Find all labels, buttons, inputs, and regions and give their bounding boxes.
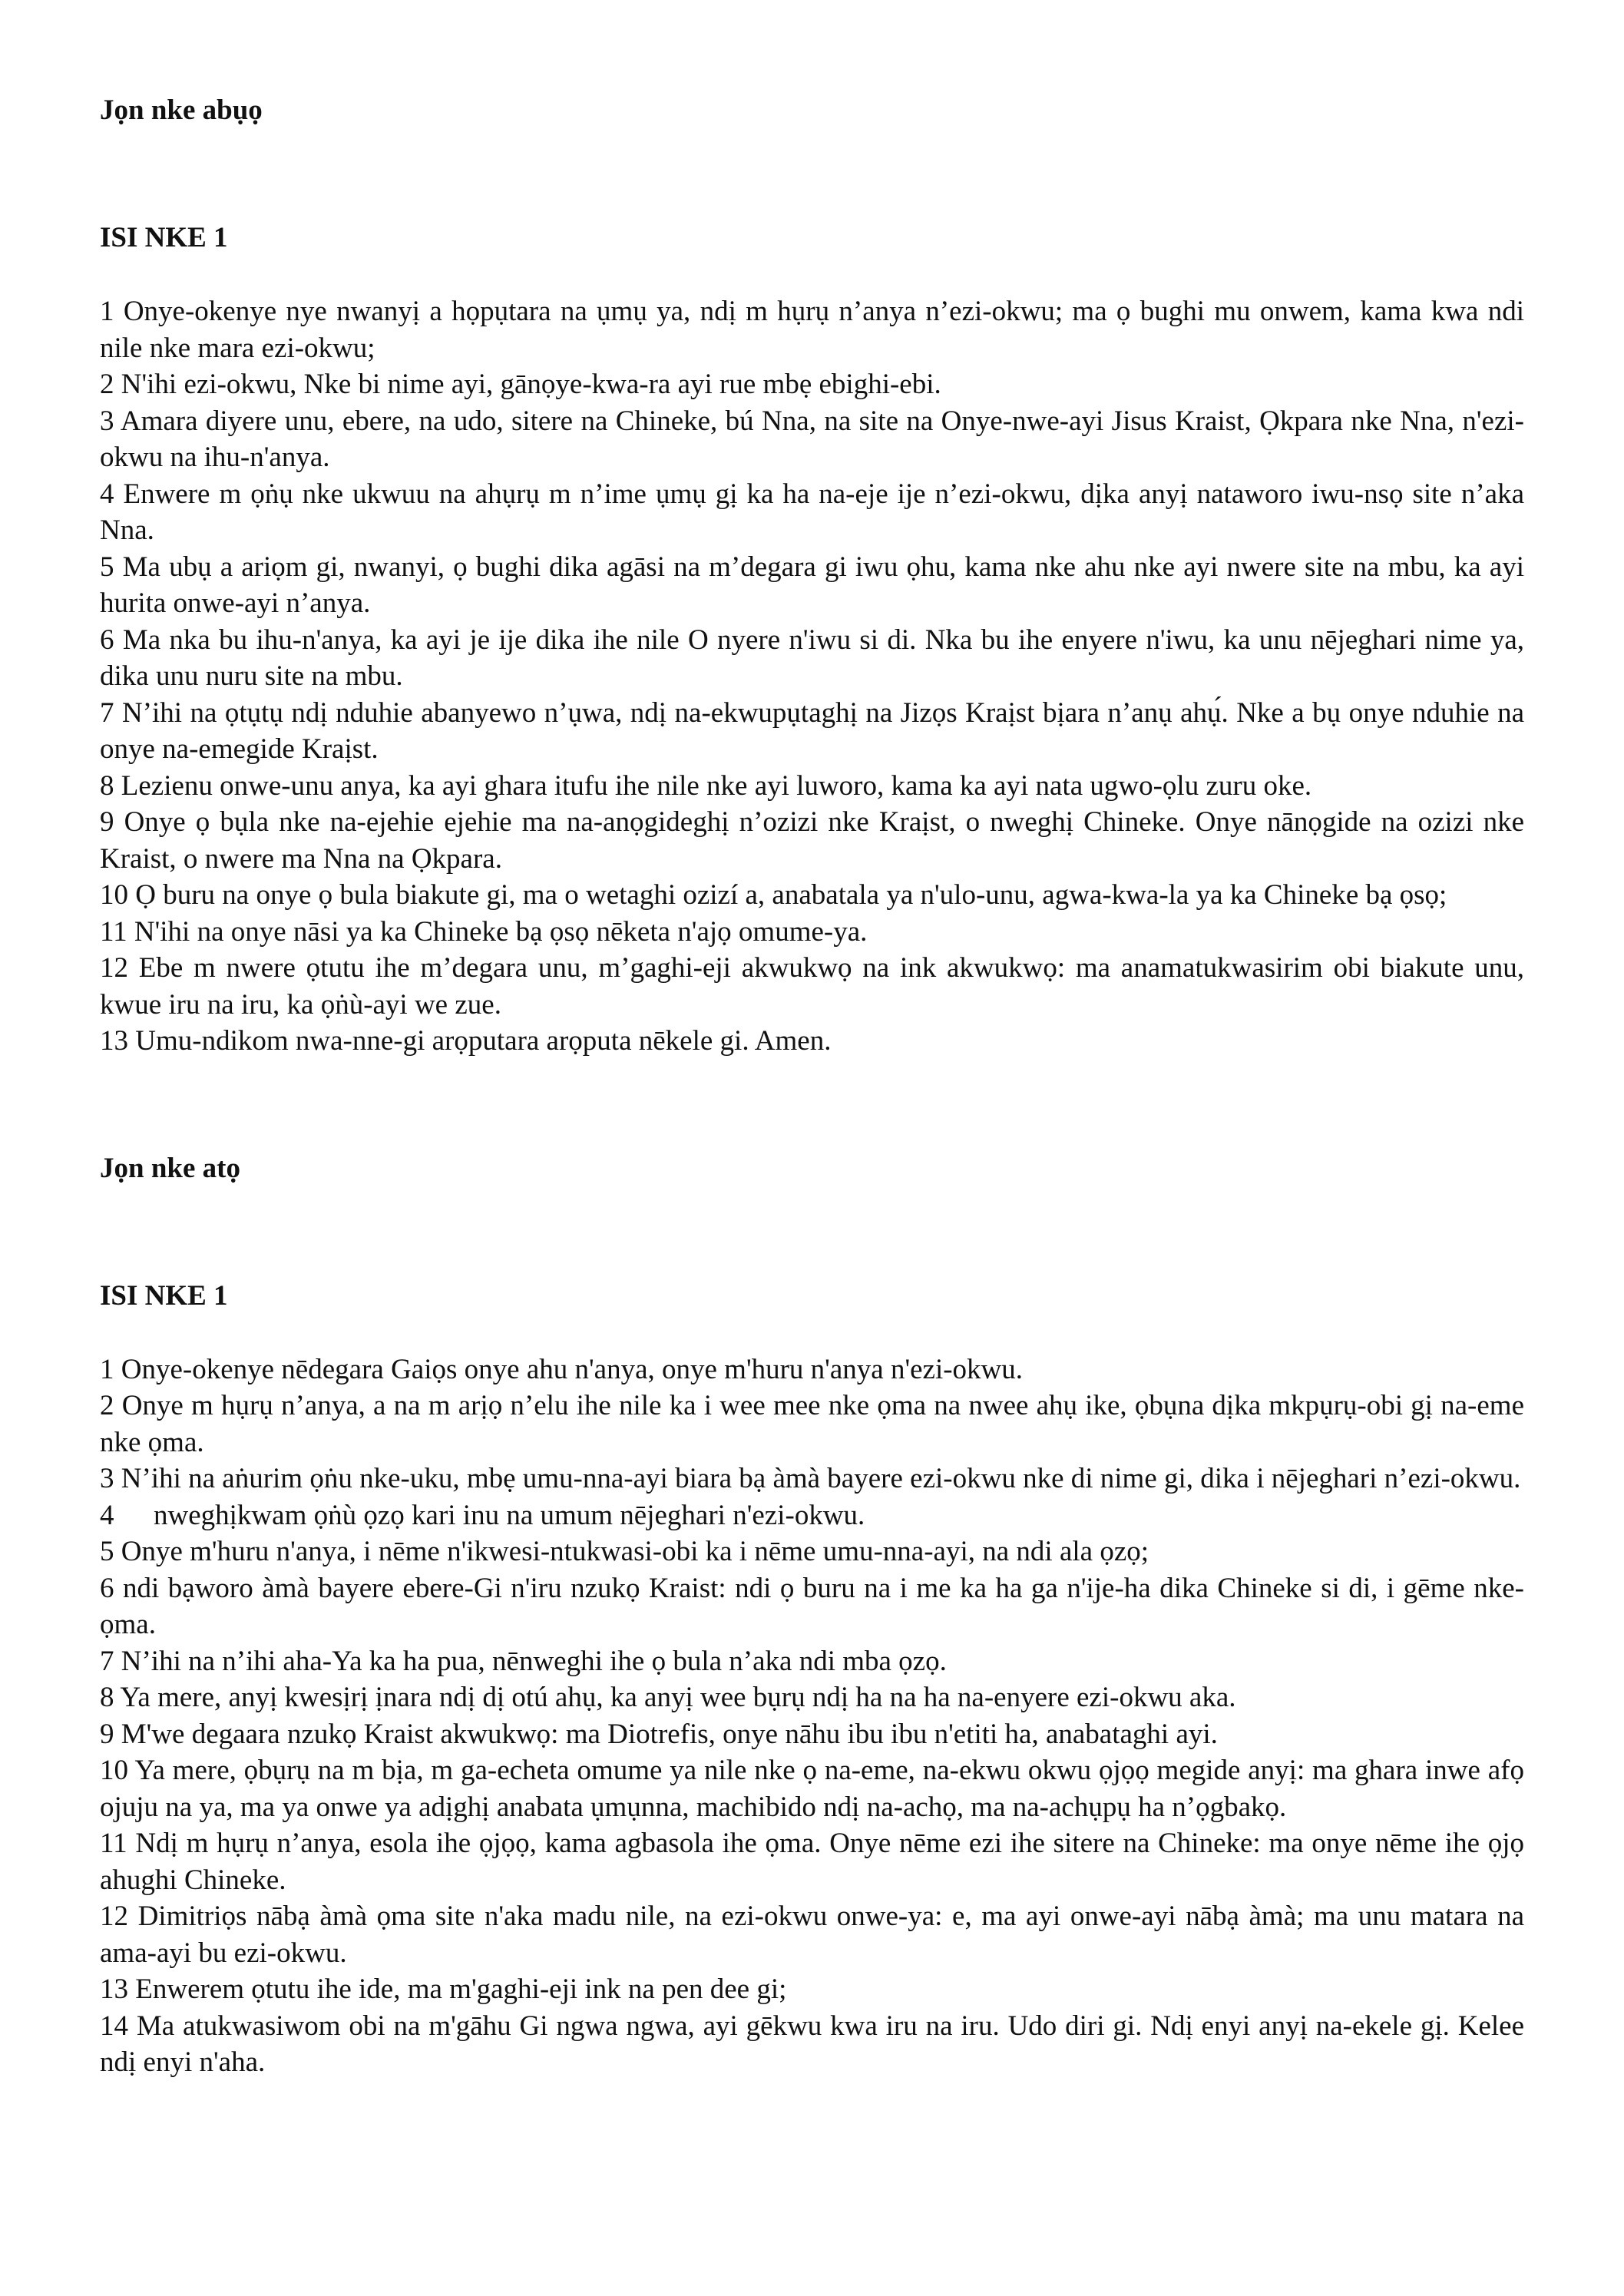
verse-text: Umu-ndikom nwa-nne-gi arọputara arọputa nēkele gi. Amen. [135, 1025, 832, 1057]
verse [100, 1533, 1524, 1570]
verse-number: 11 [100, 915, 127, 948]
verse-text: Enwere m ọṅụ nke ukwuu na ahụrụ m n’ime ụmụ gị ka ha na-eje ije n’ezi-okwu, dịka anyị nataworo iwu-nsọ site n’aka Nna. [100, 478, 1524, 546]
verse [100, 366, 1524, 403]
document-page [100, 92, 1524, 2081]
verse-text: Ma atukwasiwom obi na m'gāhu Gi ngwa ngwa, ayi gēkwu kwa iru na iru. Udo diri gi. Ndị enyi anyị na-ekele gị. Kelee ndị enyi n'aha. [100, 2010, 1525, 2078]
verse-number: 12 [100, 1901, 128, 1932]
verse-text: N’ihi na aṅurim ọṅu nke-uku, mbẹ umu-nna-ayi biara bạ àmà bayere ezi-okwu nke di nime gi, dika i nējeghari n’ezi-okwu. [121, 1463, 1521, 1494]
verse-text: Ma nka bu ihu-n'anya, ka ayi je ije dika ihe nile O nyere n'iwu si di. Nka bu ihe enyere n'iwu, ka unu nējeghari nime ya, dika unu nuru site na mbu. [100, 624, 1525, 692]
verse-number: 6 [100, 624, 114, 656]
verse-text: M'we degaara nzukọ Kraist akwukwọ: ma Diotrefis, onye nāhu ibu ibu n'etiti ha, anabataghi ayi. [121, 1718, 1218, 1750]
verse-number: 13 [100, 1973, 128, 2005]
verse-text: Ebe m nwere ọtutu ihe m’degara unu, m’gaghi-eji akwukwọ na ink akwukwọ: ma anamatukwasirim obi biakute unu, kwue iru na iru, ka ọṅù-ayi we zue. [100, 952, 1525, 1021]
verse [100, 1643, 1524, 1680]
verse [100, 476, 1524, 549]
verse [100, 2008, 1524, 2081]
verse-text: Ya mere, anyị kwesịrị ịnara ndị dị otú ahụ, ka anyị wee bụrụ ndị ha na ha na-enyere ezi-okwu aka. [120, 1682, 1236, 1713]
verse-text: N'ihi ezi-okwu, Nke bi nime ayi, gānọye-kwa-ra ayi rue mbẹ ebighi-ebi. [121, 369, 941, 400]
verse-number: 14 [100, 2010, 128, 2042]
verse [100, 695, 1524, 768]
verse-text: Onye-okenye nēdegara Gaiọs onye ahu n'anya, onye m'huru n'anya n'ezi-okwu. [121, 1353, 1024, 1385]
verse [100, 622, 1524, 695]
verse-number: 1 [100, 1353, 114, 1385]
verse [100, 1971, 1524, 2008]
verse-number: 7 [100, 696, 114, 729]
verse [100, 1461, 1524, 1497]
verse [100, 293, 1524, 366]
verse-text: Ọ buru na onye ọ bula biakute gi, ma o wetaghi ozizí a, anabatala ya n'ulo-unu, agwa-kwa-la ya ka Chineke bạ ọsọ; [135, 879, 1447, 911]
verse [100, 804, 1524, 877]
verse [100, 1825, 1524, 1898]
verse-text: Dimitriọs nābạ àmà ọma site n'aka madu nile, na ezi-okwu onwe-ya: e, ma ayi onwe-ayi nābạ àmà; ma unu matara na ama-ayi bu ezi-okwu. [100, 1901, 1524, 1969]
verse [100, 1570, 1524, 1643]
verse-number: 7 [100, 1645, 114, 1677]
verse-number: 3 [100, 405, 114, 437]
verse-text: nweghịkwam ọṅù ọzọ kari inu na umum nējeghari n'ezi-okwu. [154, 1499, 865, 1531]
verse-text: Onye m hụrụ n’anya, a na m arịọ n’elu ihe nile ka i wee mee nke ọma na nwee ahụ ike, ọbụna dịka mkpụrụ-obi gị na-eme nke ọma. [100, 1390, 1525, 1458]
verse-number: 5 [100, 1536, 114, 1567]
verse [100, 1497, 1524, 1534]
verse [100, 1679, 1524, 1716]
verse [100, 1351, 1524, 1388]
verse-number: 4 [100, 1499, 114, 1531]
verse-text: Onye-okenye nye nwanyị a họpụtara na ụmụ ya, ndị m hụrụ n’anya n’ezi-okwu; ma ọ bughi mu onwem, kama kwa ndi nile nke mara ezi-okwu; [100, 296, 1525, 364]
verse-text: Enwerem ọtutu ihe ide, ma m'gaghi-eji ink na pen dee gi; [135, 1973, 787, 2005]
verse-number: 3 [100, 1463, 114, 1494]
verse-text: N’ihi na n’ihi aha-Ya ka ha pua, nēnweghi ihe ọ bula n’aka ndi mba ọzọ. [121, 1645, 947, 1677]
verse [100, 1023, 1524, 1060]
verse [100, 768, 1524, 805]
book-title: Jọn nke atọ [100, 1152, 240, 1184]
verse [100, 549, 1524, 622]
verse [100, 914, 1524, 951]
verse-number: 2 [100, 369, 114, 400]
verse-text: Ya mere, ọbụrụ na m bịa, m ga-echeta omume ya nile nke ọ na-eme, na-ekwu okwu ọjọọ megide anyị: ma ghara inwe afọ ojuju na ya, ma ya onwe ya adịghị anabata ụmụnna, machibido ndị na-achọ, ma na-achụpụ ha n’ọgbakọ. [100, 1755, 1524, 1823]
verse-number: 13 [100, 1025, 128, 1057]
verse-text: Ndị m hụrụ n’anya, esola ihe ọjọọ, kama agbasola ihe ọma. Onye nēme ezi ihe sitere na Chineke: ma onye nēme ihe ọjọ ahughi Chineke. [100, 1828, 1525, 1896]
book-title: Jọn nke abụọ [100, 94, 263, 126]
verse [100, 1752, 1524, 1825]
verse-text: ndi bạworo àmà bayere ebere-Gi n'iru nzukọ Kraist: ndi ọ buru na i me ka ha ga n'ije-ha dika Chineke si di, i gēme nke-ọma. [100, 1572, 1524, 1640]
verse-number: 4 [100, 478, 114, 510]
verse-list [100, 1351, 1524, 2081]
verse-text: Lezienu onwe-unu anya, ka ayi ghara itufu ihe nile nke ayi luworo, kama ka ayi nata ugwo-ọlu zuru oke. [121, 769, 1312, 802]
section-second-john [100, 92, 1524, 1060]
verse-list [100, 293, 1524, 1060]
verse-number: 10 [100, 1755, 128, 1786]
verse-text: Amara diyere unu, ebere, na udo, sitere na Chineke, bú Nna, na site na Onye-nwe-ayi Jisus Kraist, Ọkpara nke Nna, n'ezi-okwu na ihu-n'anya. [100, 405, 1524, 473]
verse-number: 8 [100, 769, 114, 802]
verse [100, 950, 1524, 1023]
verse-number: 2 [100, 1390, 114, 1421]
verse [100, 1716, 1524, 1753]
verse-text: N'ihi na onye nāsi ya ka Chineke bạ ọsọ nēketa n'ajọ omume-ya. [134, 915, 868, 948]
chapter-title: ISI NKE 1 [100, 222, 228, 253]
verse-number: 10 [100, 879, 128, 911]
verse [100, 403, 1524, 476]
verse-number: 12 [100, 952, 128, 984]
verse [100, 1388, 1524, 1461]
verse-number: 6 [100, 1572, 114, 1604]
verse-number: 1 [100, 296, 114, 327]
verse-text: Onye ọ bụla nke na-ejehie ejehie ma na-anọgideghị n’ozizi nke Kraịst, o nweghị Chineke. Onye nānọgide na ozizi nke Kraist, o nwere ma Nna na Ọkpara. [100, 806, 1524, 875]
chapter-title: ISI NKE 1 [100, 1279, 228, 1312]
verse [100, 1898, 1524, 1971]
section-third-john [100, 1150, 1524, 2081]
verse-number: 9 [100, 806, 114, 838]
verse-number: 8 [100, 1682, 114, 1713]
verse [100, 877, 1524, 914]
verse-number: 11 [100, 1828, 127, 1859]
verse-text: Onye m'huru n'anya, i nēme n'ikwesi-ntukwasi-obi ka i nēme umu-nna-ayi, na ndi ala ọzọ; [121, 1536, 1149, 1567]
verse-number: 9 [100, 1718, 114, 1750]
verse-text: N’ihi na ọtụtụ ndị nduhie abanyewo n’ụwa, ndị na-ekwupụtaghị na Jizọs Kraịst bịara n’anụ ahụ́. Nke a bụ onye nduhie na onye na-emegide Kraịst. [100, 696, 1525, 765]
verse-text: Ma ubụ a ariọm gi, nwanyi, ọ bughi dika agāsi na m’degara gi iwu ọhu, kama nke ahu nke ayi nwere site na mbu, ka ayi hurita onwe-ayi n’anya. [100, 551, 1524, 619]
verse-number: 5 [100, 551, 114, 583]
